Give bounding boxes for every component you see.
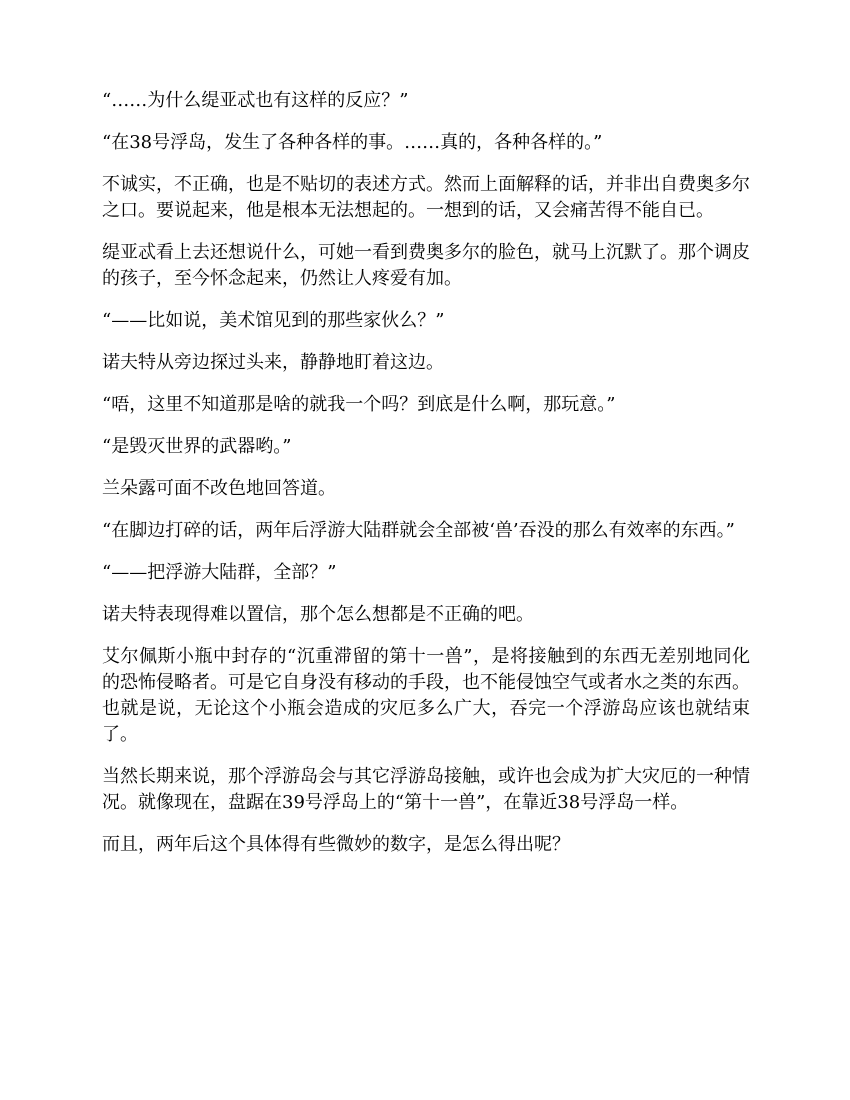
paragraph-13: 艾尔佩斯小瓶中封存的“沉重滞留的第十一兽”，是将接触到的东西无差别地同化的恐怖侵略者。可是它自身没有移动的手段，也不能侵蚀空气或者水之类的东西。也就是说，无论这个小瓶会造成的灾厄多么广大，吞完一个浮游岛应该也就结束了。 xyxy=(102,646,750,745)
paragraph-5: “——比如说，美术馆见到的那些家伙么？” xyxy=(102,310,445,331)
paragraph-11: “——把浮游大陆群，全部？” xyxy=(102,562,337,583)
paragraph-12: 诺夫特表现得难以置信，那个怎么想都是不正确的吧。 xyxy=(102,604,534,625)
paragraph-2: “在38号浮岛，发生了各种各样的事。……真的，各种各样的。” xyxy=(102,132,603,153)
paragraph-8: “是毁灭世界的武器哟。” xyxy=(102,436,292,457)
paragraph-15: 而且，两年后这个具体得有些微妙的数字，是怎么得出呢？ xyxy=(102,834,570,855)
paragraph-14: 当然长期来说，那个浮游岛会与其它浮游岛接触，或许也会成为扩大灾厄的一种情况。就像现在，盘踞在39号浮岛上的“第十一兽”，在靠近38号浮岛一样。 xyxy=(102,766,750,813)
document-body xyxy=(102,88,750,874)
paragraph-1: “……为什么缇亚忒也有这样的反应？” xyxy=(102,90,409,111)
paragraph-7: “唔，这里不知道那是啥的就我一个吗？到底是什么啊，那玩意。” xyxy=(102,394,616,415)
paragraph-6: 诺夫特从旁边探过头来，静静地盯着这边。 xyxy=(102,352,444,373)
paragraph-4: 缇亚忒看上去还想说什么，可她一看到费奥多尔的脸色，就马上沉默了。那个调皮的孩子，至今怀念起来，仍然让人疼爱有加。 xyxy=(102,242,750,289)
paragraph-3: 不诚实，不正确，也是不贴切的表述方式。然而上面解释的话，并非出自费奥多尔之口。要说起来，他是根本无法想起的。一想到的话，又会痛苦得不能自已。 xyxy=(102,174,750,221)
paragraph-10: “在脚边打碎的话，两年后浮游大陆群就会全部被‘兽’吞没的那么有效率的东西。” xyxy=(102,520,735,541)
paragraph-9: 兰朵露可面不改色地回答道。 xyxy=(102,478,336,499)
